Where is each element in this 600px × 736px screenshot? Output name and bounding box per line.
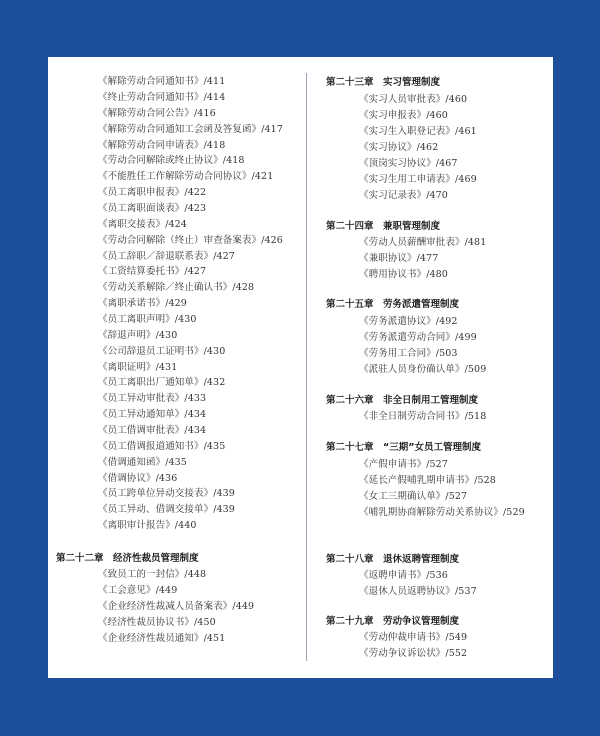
toc-entry: 《致员工的一封信》/448 (98, 569, 207, 580)
toc-entry: 《员工离职申报表》/422 (98, 187, 207, 198)
toc-entry: 《工会意见》/449 (98, 585, 178, 596)
toc-entry: 《哺乳期协商解除劳动关系协议》/529 (359, 507, 525, 518)
column-divider (306, 73, 307, 661)
toc-entry: 《劳务派遣协议》/492 (359, 316, 458, 327)
toc-entry: 《劳务派遣劳动合同》/499 (359, 332, 477, 343)
toc-entry: 《员工异动、借调交接单》/439 (98, 504, 235, 515)
toc-entry: 《解除劳动合同通知书》/411 (98, 76, 226, 87)
toc-entry: 《实习人员审批表》/460 (359, 94, 468, 105)
toc-entry: 《实习协议》/462 (359, 142, 439, 153)
toc-entry: 《实习生入职登记表》/461 (359, 126, 477, 137)
toc-entry: 《解除劳动合同公告》/416 (98, 108, 216, 119)
toc-entry: 《实习申报表》/460 (359, 110, 448, 121)
toc-entry: 《产假申请书》/527 (359, 459, 448, 470)
toc-entry: 《实习生用工申请表》/469 (359, 174, 477, 185)
toc-entry: 《借调协议》/436 (98, 473, 178, 484)
toc-entry: 《离职审计报告》/440 (98, 520, 197, 531)
toc-entry: 《员工异动审批表》/433 (98, 393, 207, 404)
toc-entry: 《劳动合同解除（终止）审查备案表》/426 (98, 235, 283, 246)
toc-entry: 《工资结算委托书》/427 (98, 266, 207, 277)
toc-entry: 《解除劳动合同通知工会函及答复函》/417 (98, 124, 283, 135)
toc-entry: 《女工三期确认单》/527 (359, 491, 468, 502)
chapter-heading: 第二十五章 劳务派遣管理制度 (326, 299, 460, 310)
toc-entry: 《员工离职出厂通知单》/432 (98, 377, 226, 388)
toc-entry: 《实习记录表》/470 (359, 190, 448, 201)
toc-entry: 《终止劳动合同通知书》/414 (98, 92, 226, 103)
toc-entry: 《公司辞退员工证明书》/430 (98, 346, 226, 357)
toc-entry: 《顶岗实习协议》/467 (359, 158, 458, 169)
toc-entry: 《非全日制劳动合同书》/518 (359, 411, 487, 422)
toc-entry: 《借调通知函》/435 (98, 457, 187, 468)
toc-entry: 《离职交接表》/424 (98, 219, 187, 230)
toc-entry: 《员工离职声明》/430 (98, 314, 197, 325)
toc-entry: 《解除劳动合同申请表》/418 (98, 140, 226, 151)
toc-entry: 《离职承诺书》/429 (98, 298, 187, 309)
chapter-heading: 第二十六章 非全日制用工管理制度 (326, 395, 479, 406)
toc-entry: 《劳动仲裁申请书》/549 (359, 632, 468, 643)
toc-entry: 《员工离职面谈表》/423 (98, 203, 207, 214)
toc-entry: 《劳动争议诉讼状》/552 (359, 648, 468, 659)
chapter-heading: 第二十二章 经济性裁员管理制度 (56, 553, 199, 564)
chapter-heading: 第二十八章 退休返聘管理制度 (326, 554, 460, 565)
toc-entry: 《离职证明》/431 (98, 362, 178, 373)
toc-entry: 《劳动人员薪酬审批表》/481 (359, 237, 487, 248)
toc-page (48, 57, 553, 678)
toc-entry: 《聘用协议书》/480 (359, 269, 448, 280)
toc-entry: 《劳动关系解除／终止确认书》/428 (98, 282, 255, 293)
chapter-heading: 第二十三章 实习管理制度 (326, 77, 441, 88)
toc-entry: 《返聘申请书》/536 (359, 570, 448, 581)
toc-entry: 《员工辞职／辞退联系表》/427 (98, 251, 235, 262)
toc-entry: 《员工异动通知单》/434 (98, 409, 207, 420)
chapter-heading: 第二十四章 兼职管理制度 (326, 221, 441, 232)
toc-entry: 《兼职协议》/477 (359, 253, 439, 264)
toc-entry: 《企业经济性裁员通知》/451 (98, 633, 226, 644)
chapter-heading: 第二十七章 “三期”女员工管理制度 (326, 442, 481, 453)
toc-entry: 《劳务用工合同》/503 (359, 348, 458, 359)
toc-entry: 《派驻人员身份确认单》/509 (359, 364, 487, 375)
toc-entry: 《员工跨单位异动交接表》/439 (98, 488, 235, 499)
toc-entry: 《经济性裁员协议书》/450 (98, 617, 216, 628)
toc-entry: 《退休人员返聘协议》/537 (359, 586, 477, 597)
toc-entry: 《辞退声明》/430 (98, 330, 178, 341)
toc-entry: 《企业经济性裁减人员备案表》/449 (98, 601, 255, 612)
toc-entry: 《延长产假哺乳期申请书》/528 (359, 475, 496, 486)
chapter-heading: 第二十九章 劳动争议管理制度 (326, 616, 460, 627)
toc-entry: 《不能胜任工作解除劳动合同协议》/421 (98, 171, 274, 182)
toc-entry: 《劳动合同解除或终止协议》/418 (98, 155, 245, 166)
toc-entry: 《员工借调审批表》/434 (98, 425, 207, 436)
toc-entry: 《员工借调报道通知书》/435 (98, 441, 226, 452)
